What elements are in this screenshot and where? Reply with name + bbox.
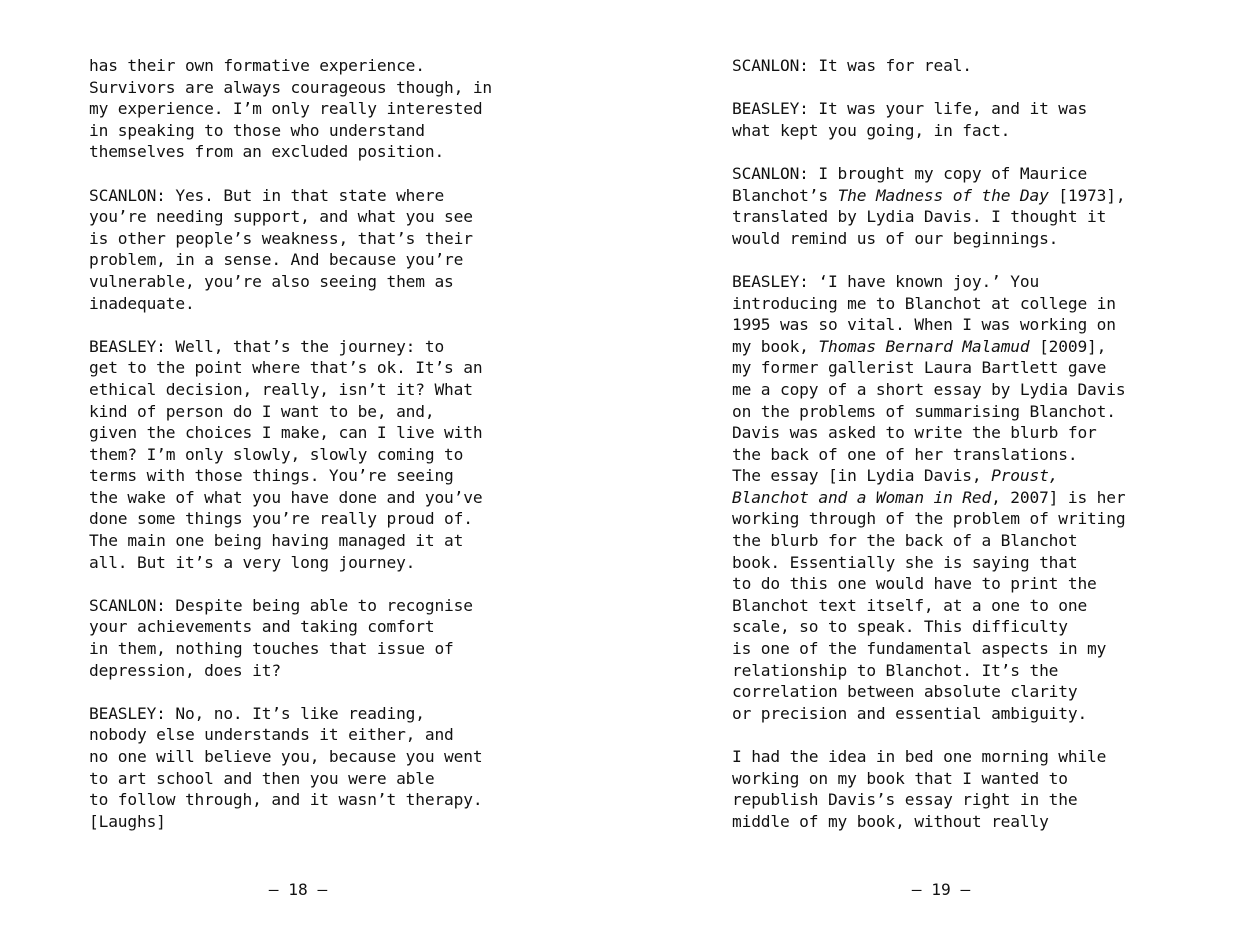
text-segment: The essay [in Lydia Davis, bbox=[732, 466, 992, 486]
text-line bbox=[89, 206, 529, 228]
text-segment: [2009], bbox=[1029, 336, 1107, 356]
text-line bbox=[89, 336, 529, 358]
paragraph bbox=[89, 703, 529, 833]
text-line bbox=[89, 487, 529, 509]
text-line bbox=[732, 789, 1172, 811]
text-line bbox=[732, 573, 1172, 595]
text-segment: my book, bbox=[732, 336, 819, 356]
text-line bbox=[732, 55, 1172, 77]
text-line bbox=[89, 120, 529, 142]
text-line bbox=[89, 660, 529, 682]
text-segment: ethical decision, really, isn’t it? What bbox=[89, 379, 473, 399]
text-line bbox=[732, 314, 1172, 336]
text-line bbox=[89, 293, 529, 315]
text-segment: translated by Lydia Davis. I thought it bbox=[732, 207, 1107, 227]
text-segment: nobody else understands it either, and bbox=[89, 725, 454, 745]
text-line bbox=[732, 530, 1172, 552]
text-line bbox=[732, 422, 1172, 444]
text-line bbox=[89, 357, 529, 379]
text-line bbox=[89, 616, 529, 638]
text-segment: my experience. I’m only really interested bbox=[89, 99, 483, 119]
text-line bbox=[732, 336, 1172, 358]
text-segment: [1973], bbox=[1048, 185, 1126, 205]
right-page bbox=[620, 0, 1240, 933]
paragraph bbox=[732, 746, 1172, 832]
text-line bbox=[732, 552, 1172, 574]
text-segment: middle of my book, without really bbox=[732, 811, 1049, 831]
text-line bbox=[89, 141, 529, 163]
text-line bbox=[732, 638, 1172, 660]
text-line bbox=[732, 487, 1172, 509]
text-segment: BEASLEY: ‘I have known joy.’ You bbox=[732, 271, 1040, 291]
text-segment: what kept you going, in fact. bbox=[732, 120, 1011, 140]
text-segment: your achievements and taking comfort bbox=[89, 617, 435, 637]
text-segment: Blanchot text itself, at a one to one bbox=[732, 595, 1088, 615]
paragraph bbox=[732, 271, 1172, 724]
text-segment: scale, so to speak. This difficulty bbox=[732, 617, 1068, 637]
text-segment: relationship to Blanchot. It’s the bbox=[732, 660, 1059, 680]
italic-title-text: Thomas Bernard Malamud bbox=[818, 336, 1030, 356]
text-segment: the wake of what you have done and you’ve bbox=[89, 487, 483, 507]
text-line bbox=[89, 724, 529, 746]
text-segment: would remind us of our beginnings. bbox=[732, 228, 1059, 248]
text-line bbox=[732, 293, 1172, 315]
text-segment: problem, in a sense. And because you’re bbox=[89, 250, 464, 270]
text-line bbox=[732, 444, 1172, 466]
text-line bbox=[89, 703, 529, 725]
text-segment: done some things you’re really proud of. bbox=[89, 509, 473, 529]
text-line bbox=[89, 638, 529, 660]
text-segment: Blanchot’s bbox=[732, 185, 838, 205]
text-line bbox=[89, 271, 529, 293]
text-line bbox=[89, 508, 529, 530]
text-line bbox=[732, 357, 1172, 379]
text-segment: inadequate. bbox=[89, 293, 195, 313]
text-line bbox=[732, 465, 1172, 487]
text-segment: working through of the problem of writing bbox=[732, 509, 1126, 529]
paragraph bbox=[89, 55, 529, 163]
text-segment: 1995 was so vital. When I was working on bbox=[732, 315, 1116, 335]
text-segment: I had the idea in bed one morning while bbox=[732, 747, 1107, 766]
text-line bbox=[732, 185, 1172, 207]
text-segment: has their own formative experience. bbox=[89, 56, 425, 75]
text-segment: my former gallerist Laura Bartlett gave bbox=[732, 358, 1107, 378]
text-segment: BEASLEY: It was your life, and it was bbox=[732, 99, 1088, 119]
text-line bbox=[89, 465, 529, 487]
text-segment: is one of the fundamental aspects in my bbox=[732, 639, 1107, 659]
text-segment: to follow through, and it wasn’t therapy. bbox=[89, 790, 483, 810]
text-line bbox=[89, 422, 529, 444]
text-segment: kind of person do I want to be, and, bbox=[89, 401, 435, 421]
text-segment: or precision and essential ambiguity. bbox=[732, 703, 1088, 723]
text-segment: , 2007] is her bbox=[991, 487, 1126, 507]
text-line bbox=[89, 768, 529, 790]
text-line bbox=[89, 379, 529, 401]
text-segment: The main one being having managed it at bbox=[89, 531, 464, 551]
text-segment: given the choices I make, can I live with bbox=[89, 423, 483, 443]
text-segment: is other people’s weakness, that’s their bbox=[89, 228, 473, 248]
text-line bbox=[732, 595, 1172, 617]
paragraph bbox=[732, 55, 1172, 77]
text-line bbox=[89, 98, 529, 120]
italic-title-text: Blanchot and a Woman in Red bbox=[732, 487, 992, 507]
text-segment: all. But it’s a very long journey. bbox=[89, 552, 416, 572]
page-number: — 18 — bbox=[268, 880, 328, 899]
paragraph bbox=[732, 163, 1172, 249]
paragraph bbox=[732, 98, 1172, 141]
text-segment: BEASLEY: Well, that’s the journey: to bbox=[89, 336, 445, 356]
text-line bbox=[732, 206, 1172, 228]
text-line bbox=[732, 508, 1172, 530]
text-segment: Davis was asked to write the blurb for bbox=[732, 423, 1097, 443]
text-segment: themselves from an excluded position. bbox=[89, 142, 445, 162]
text-line bbox=[732, 379, 1172, 401]
text-line bbox=[89, 789, 529, 811]
text-line bbox=[732, 98, 1172, 120]
text-line bbox=[732, 163, 1172, 185]
text-line bbox=[732, 401, 1172, 423]
paragraph bbox=[89, 595, 529, 681]
text-segment: working on my book that I wanted to bbox=[732, 768, 1068, 788]
text-line bbox=[89, 77, 529, 99]
text-line bbox=[89, 595, 529, 617]
left-page-text bbox=[89, 55, 529, 832]
right-page-text bbox=[732, 55, 1172, 832]
paragraph bbox=[89, 185, 529, 315]
text-segment: republish Davis’s essay right in the bbox=[732, 790, 1078, 810]
text-segment: depression, does it? bbox=[89, 660, 281, 680]
text-segment: the blurb for the back of a Blanchot bbox=[732, 531, 1078, 551]
text-line bbox=[89, 249, 529, 271]
text-segment: SCANLON: Yes. But in that state where bbox=[89, 185, 445, 205]
text-line bbox=[89, 811, 529, 833]
text-segment: get to the point where that’s ok. It’s an bbox=[89, 358, 483, 378]
text-segment: book. Essentially she is saying that bbox=[732, 552, 1078, 572]
text-segment: the back of one of her translations. bbox=[732, 444, 1078, 464]
text-line bbox=[732, 120, 1172, 142]
page-number: — 19 — bbox=[911, 880, 971, 899]
text-segment: on the problems of summarising Blanchot. bbox=[732, 401, 1116, 421]
text-line bbox=[89, 55, 529, 77]
text-line bbox=[89, 552, 529, 574]
text-segment: Survivors are always courageous though, in bbox=[89, 77, 493, 97]
text-line bbox=[89, 185, 529, 207]
text-segment: BEASLEY: No, no. It’s like reading, bbox=[89, 703, 425, 723]
text-line bbox=[732, 616, 1172, 638]
italic-title-text: Proust, bbox=[991, 466, 1059, 486]
text-segment: in them, nothing touches that issue of bbox=[89, 639, 454, 659]
text-segment: SCANLON: Despite being able to recognise bbox=[89, 595, 473, 615]
text-segment: you’re needing support, and what you see bbox=[89, 207, 473, 227]
text-line bbox=[732, 228, 1172, 250]
text-segment: to art school and then you were able bbox=[89, 768, 435, 788]
text-segment: [Laughs] bbox=[89, 811, 166, 831]
text-line bbox=[732, 811, 1172, 833]
paragraph bbox=[89, 336, 529, 574]
text-line bbox=[89, 444, 529, 466]
text-segment: vulnerable, you’re also seeing them as bbox=[89, 271, 454, 291]
text-line bbox=[732, 746, 1172, 768]
text-segment: to do this one would have to print the bbox=[732, 574, 1097, 594]
text-segment: me a copy of a short essay by Lydia Davis bbox=[732, 379, 1126, 399]
text-segment: introducing me to Blanchot at college in bbox=[732, 293, 1116, 313]
italic-title-text: The Madness of the Day bbox=[837, 185, 1049, 205]
text-line bbox=[89, 401, 529, 423]
text-segment: SCANLON: It was for real. bbox=[732, 56, 972, 75]
text-segment: SCANLON: I brought my copy of Maurice bbox=[732, 163, 1088, 183]
text-line bbox=[732, 768, 1172, 790]
text-line bbox=[732, 660, 1172, 682]
text-segment: no one will believe you, because you went bbox=[89, 747, 483, 766]
text-segment: correlation between absolute clarity bbox=[732, 682, 1078, 702]
text-segment: them? I’m only slowly, slowly coming to bbox=[89, 444, 464, 464]
text-segment: terms with those things. You’re seeing bbox=[89, 466, 454, 486]
text-segment: in speaking to those who understand bbox=[89, 120, 425, 140]
text-line bbox=[89, 746, 529, 768]
text-line bbox=[89, 228, 529, 250]
text-line bbox=[732, 271, 1172, 293]
text-line bbox=[732, 681, 1172, 703]
text-line bbox=[732, 703, 1172, 725]
text-line bbox=[89, 530, 529, 552]
